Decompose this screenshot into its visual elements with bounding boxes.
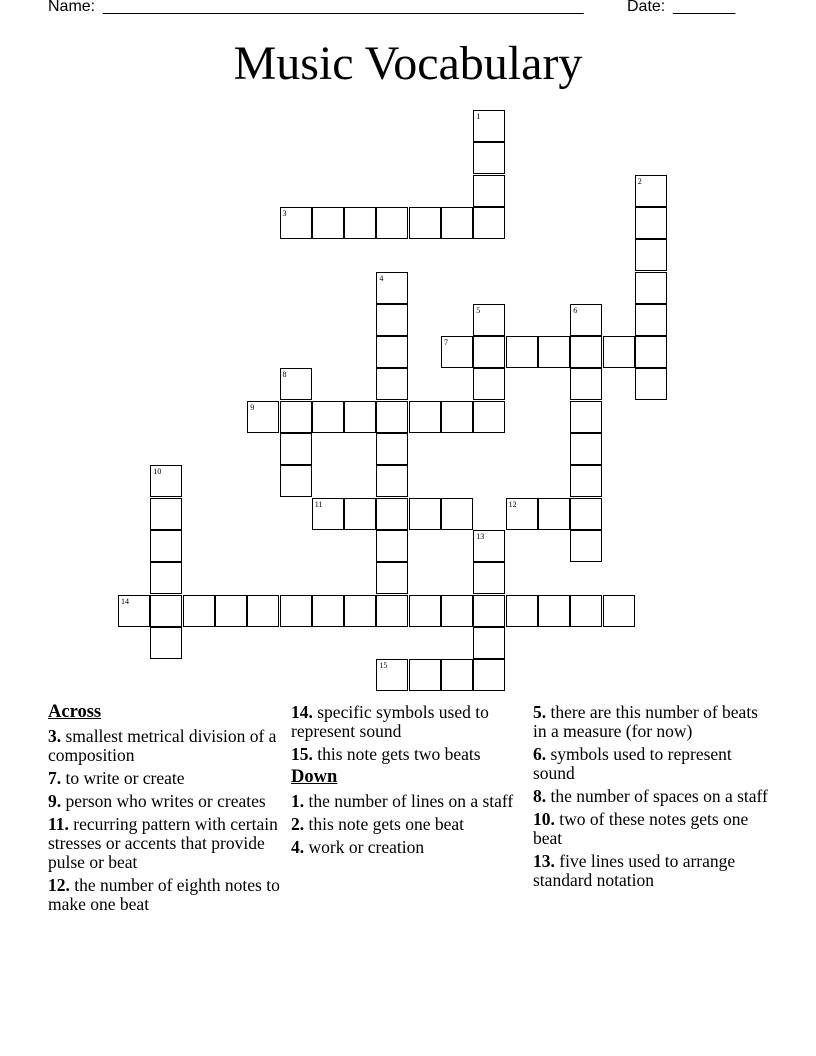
- date-label: Date:: [627, 0, 666, 15]
- crossword-cell[interactable]: [376, 433, 408, 465]
- crossword-cell[interactable]: [312, 207, 344, 239]
- crossword-cell[interactable]: [118, 595, 150, 627]
- clue-text: to write or create: [61, 768, 185, 788]
- crossword-cell[interactable]: [570, 336, 602, 368]
- crossword-cell[interactable]: [570, 595, 602, 627]
- crossword-cell[interactable]: [150, 498, 182, 530]
- crossword-cell[interactable]: [538, 498, 570, 530]
- clue-text: this note gets one beat: [304, 814, 465, 834]
- crossword-cell[interactable]: [280, 465, 312, 497]
- crossword-cell[interactable]: [344, 207, 376, 239]
- crossword-cell[interactable]: [473, 368, 505, 400]
- crossword-cell[interactable]: [473, 336, 505, 368]
- clue: [48, 876, 280, 914]
- crossword-cell[interactable]: [312, 595, 344, 627]
- crossword-cell[interactable]: [150, 595, 182, 627]
- clue: [533, 703, 773, 741]
- clue-number: 3.: [48, 726, 62, 746]
- clue: [48, 727, 280, 765]
- clue-number: 13.: [533, 851, 555, 871]
- crossword-cell[interactable]: [280, 368, 312, 400]
- crossword-cell[interactable]: [538, 336, 570, 368]
- clue-number: 7.: [48, 768, 62, 788]
- cell-number: 2: [637, 176, 642, 186]
- clue-number: 9.: [48, 791, 62, 811]
- clue: [533, 745, 773, 783]
- cell-number: 12: [508, 499, 517, 509]
- crossword-cell[interactable]: [635, 336, 667, 368]
- clues-column-2: [291, 703, 523, 861]
- crossword-cell[interactable]: [570, 368, 602, 400]
- crossword-cell[interactable]: [150, 465, 182, 497]
- crossword-cell[interactable]: [635, 272, 667, 304]
- crossword-cell[interactable]: [441, 595, 473, 627]
- crossword-cell[interactable]: [280, 595, 312, 627]
- cell-number: 1: [476, 112, 481, 121]
- crossword-cell[interactable]: [247, 595, 279, 627]
- clue-number: 10.: [533, 809, 555, 829]
- crossword-cell[interactable]: [376, 304, 408, 336]
- cell-number: 7: [444, 338, 448, 348]
- crossword-cell[interactable]: [376, 272, 408, 304]
- crossword-cell[interactable]: [376, 207, 408, 239]
- crossword-cell[interactable]: [506, 595, 538, 627]
- crossword-cell[interactable]: [473, 110, 505, 142]
- crossword-cell[interactable]: [409, 207, 441, 239]
- crossword-cell[interactable]: [570, 530, 602, 562]
- crossword-cell[interactable]: [150, 530, 182, 562]
- clue-text: the number of spaces on a staff: [546, 786, 768, 806]
- clue: [533, 810, 773, 848]
- cell-number: 14: [121, 596, 129, 606]
- clue-number: 12.: [48, 875, 70, 895]
- cell-number: 10: [153, 467, 162, 477]
- down-heading: Down: [291, 767, 338, 787]
- crossword-cell[interactable]: [570, 401, 602, 433]
- clue: [291, 815, 523, 834]
- crossword-cell[interactable]: [376, 530, 408, 562]
- clues-column-3: [533, 703, 773, 894]
- clue: [48, 769, 280, 788]
- clue: [291, 792, 523, 811]
- crossword-cell[interactable]: [376, 368, 408, 400]
- crossword-cell[interactable]: [376, 465, 408, 497]
- crossword-cell[interactable]: [280, 401, 312, 433]
- name-label: Name:: [48, 0, 96, 15]
- clue-text: the number of lines on a staff: [304, 791, 514, 811]
- crossword-cell[interactable]: [409, 401, 441, 433]
- date-field[interactable]: _______: [673, 0, 736, 15]
- clue: [48, 792, 280, 811]
- crossword-cell[interactable]: [473, 595, 505, 627]
- crossword-cell[interactable]: [441, 401, 473, 433]
- clue: [291, 703, 523, 741]
- crossword-cell[interactable]: [376, 562, 408, 594]
- crossword-cell[interactable]: [570, 304, 602, 336]
- crossword-cell[interactable]: [473, 659, 505, 691]
- clue-text: work or creation: [304, 837, 425, 857]
- crossword-cell[interactable]: [603, 595, 635, 627]
- clue-text: two of these notes gets one beat: [533, 809, 749, 848]
- crossword-cell[interactable]: [376, 498, 408, 530]
- clue-text: the number of eighth notes to make one beat: [48, 875, 280, 914]
- crossword-cell[interactable]: [603, 336, 635, 368]
- crossword-cell[interactable]: [473, 304, 505, 336]
- crossword-cell[interactable]: [409, 659, 441, 691]
- crossword-cell[interactable]: [570, 433, 602, 465]
- crossword-cell[interactable]: [344, 595, 376, 627]
- cell-number: 15: [379, 661, 388, 671]
- crossword-cell[interactable]: [150, 562, 182, 594]
- crossword-cell[interactable]: [312, 401, 344, 433]
- crossword-cell[interactable]: [473, 401, 505, 433]
- clue: [533, 787, 773, 806]
- cell-number: 11: [314, 499, 323, 509]
- crossword-cell[interactable]: [473, 562, 505, 594]
- clue-text: five lines used to arrange standard notation: [533, 851, 736, 890]
- crossword-cell[interactable]: [215, 595, 247, 627]
- clue-text: there are this number of beats in a measure (for now): [533, 702, 758, 741]
- clue-text: recurring pattern with certain stresses or accents that provide pulse or beat: [48, 814, 278, 872]
- crossword-cell[interactable]: [441, 498, 473, 530]
- crossword-cell[interactable]: [635, 368, 667, 400]
- clue-text: smallest metrical division of a composition: [48, 726, 277, 765]
- crossword-cell[interactable]: [635, 239, 667, 271]
- clue: [291, 745, 523, 764]
- crossword-cell[interactable]: [183, 595, 215, 627]
- crossword-cell[interactable]: [409, 498, 441, 530]
- clue-number: 4.: [291, 837, 305, 857]
- cell-number: 9: [250, 402, 255, 412]
- crossword-cell[interactable]: [506, 498, 538, 530]
- clue-number: 2.: [291, 814, 305, 834]
- crossword-cell[interactable]: [473, 142, 505, 174]
- clue-text: this note gets two beats: [312, 744, 481, 764]
- crossword-cell[interactable]: [280, 207, 312, 239]
- clue-text: specific symbols used to represent sound: [291, 702, 489, 741]
- crossword-cell[interactable]: [376, 336, 408, 368]
- crossword-cell[interactable]: [376, 659, 408, 691]
- crossword-cell[interactable]: [635, 207, 667, 239]
- clue-number: 6.: [533, 744, 547, 764]
- crossword-cell[interactable]: [441, 336, 473, 368]
- clue-number: 14.: [291, 702, 313, 722]
- crossword-cell[interactable]: [441, 659, 473, 691]
- across-heading: Across: [48, 702, 102, 722]
- crossword-cell[interactable]: [506, 336, 538, 368]
- crossword-cell[interactable]: [280, 433, 312, 465]
- clue: [533, 852, 773, 890]
- crossword-cell[interactable]: [247, 401, 279, 433]
- clue: [48, 815, 280, 872]
- crossword-cell[interactable]: [344, 401, 376, 433]
- cell-number: 5: [476, 305, 481, 315]
- clues-column-1: [48, 703, 280, 918]
- crossword-cell[interactable]: [473, 207, 505, 239]
- clue-number: 5.: [533, 702, 547, 722]
- clue-number: 15.: [291, 744, 313, 764]
- crossword-cell[interactable]: [570, 465, 602, 497]
- crossword-cell[interactable]: [376, 401, 408, 433]
- cell-number: 4: [379, 273, 384, 283]
- crossword-cell[interactable]: [441, 207, 473, 239]
- crossword-cell[interactable]: [473, 627, 505, 659]
- cell-number: 6: [573, 305, 578, 315]
- page-title: Music Vocabulary: [233, 37, 583, 90]
- crossword-cell[interactable]: [635, 304, 667, 336]
- clue-text: symbols used to represent sound: [533, 744, 732, 783]
- crossword-cell[interactable]: [570, 498, 602, 530]
- cell-number: 3: [282, 208, 287, 218]
- clue-number: 11.: [48, 814, 69, 834]
- clue-text: person who writes or creates: [61, 791, 266, 811]
- crossword-cell[interactable]: [473, 530, 505, 562]
- crossword-cell[interactable]: [376, 595, 408, 627]
- clue-number: 1.: [291, 791, 305, 811]
- crossword-cell[interactable]: [473, 175, 505, 207]
- crossword-cell[interactable]: [635, 175, 667, 207]
- crossword-cell[interactable]: [150, 627, 182, 659]
- cell-number: 13: [476, 531, 485, 541]
- crossword-cell[interactable]: [344, 498, 376, 530]
- clue-number: 8.: [533, 786, 547, 806]
- crossword-cell[interactable]: [312, 498, 344, 530]
- cell-number: 8: [282, 370, 287, 380]
- crossword-cell[interactable]: [538, 595, 570, 627]
- clue: [291, 838, 523, 857]
- name-field[interactable]: ______________________________________________________: [103, 0, 584, 15]
- crossword-cell[interactable]: [409, 595, 441, 627]
